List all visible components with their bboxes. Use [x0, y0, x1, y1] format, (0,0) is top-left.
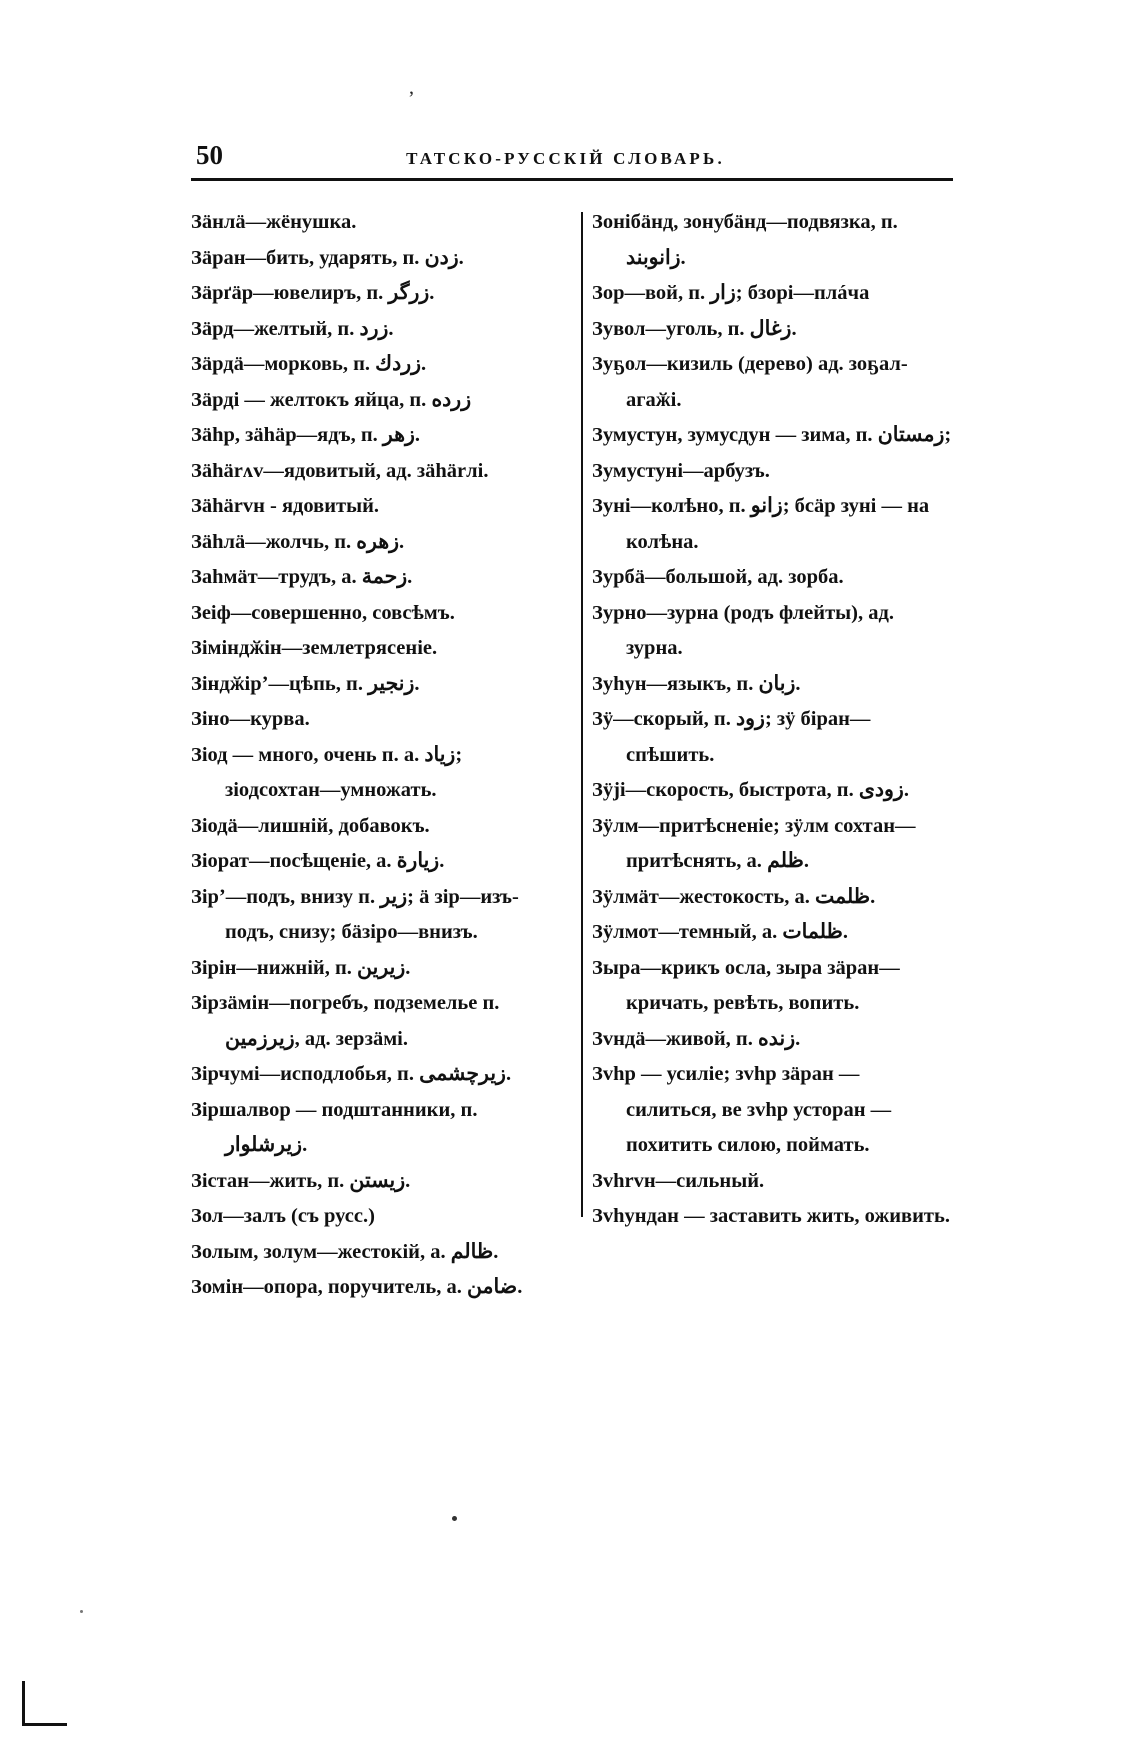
dictionary-entry: Зvһр — усиліе; зvһр зäран — силиться, ве зvһр усторан — похитить силою, поймать.	[592, 1063, 892, 1156]
dictionary-entry: Зол—залъ (съ русс.)	[191, 1205, 375, 1227]
dictionary-entry: Зыра—крикъ осла, зыра зäран—кричать, ревѣть, вопить.	[592, 956, 900, 1014]
dictionary-entry: Зӱлмот—темный, а. ظلمات.	[592, 921, 848, 943]
dictionary-entry: Зäрді — желтокъ яйца, п. زرده	[191, 388, 472, 411]
dictionary-entry: Зäһärvн - ядовитый.	[191, 495, 380, 517]
dictionary-entry: Зіршалвор — подштанники, п. زيرشلوار.	[191, 1098, 478, 1156]
dictionary-entry: Зірін—нижній, п. زيرين.	[191, 956, 411, 979]
dictionary-entry: Зор—вой, п. زار; бзорі—плáча	[592, 282, 870, 304]
dictionary-entry: Зvндä—живой, п. زنده.	[592, 1027, 801, 1050]
dictionary-entry: Зіно—курва.	[191, 708, 310, 730]
dictionary-entry: Зäһärʌv—ядовитый, ад. зäһärлі.	[191, 459, 489, 482]
dictionary-entry: Зіод — много, очень п. а. زياد; зіодсохтан—умножать.	[191, 743, 463, 801]
dictionary-entry: Зумустун, зумусдун — зима, п. زمستان;	[592, 424, 952, 446]
page-number: 50	[196, 140, 223, 170]
dictionary-entry: Зуҕол—кизиль (дерево) ад. зоҕал-агаӂі.	[592, 353, 908, 411]
dictionary-entry: Зурбä—большой, ад. зорба.	[592, 566, 844, 588]
page-header	[196, 140, 948, 171]
dictionary-entry: Зіміндӂін—землетрясеніе.	[191, 637, 438, 659]
dictionary-entry: Зіндӂірʼ—цѣпь, п. زنجير.	[191, 672, 420, 695]
dictionary-entry: Зäнлä—жёнушка.	[191, 211, 357, 233]
dictionary-entry: Зонібäнд, зонубäнд—подвязка, п. زانوبند.	[592, 211, 898, 269]
dictionary-entry: Зіодä—лишній, добавокъ.	[191, 814, 430, 837]
left-column	[191, 205, 566, 1306]
dictionary-entry: Зірʼ—подъ, внизу п. زير; ä зір—изъ-подъ, снизу; бäзіро—внизъ.	[191, 885, 519, 943]
right-column	[566, 205, 953, 1306]
dictionary-entry: Зaһмäт—трудъ, а. زحمة.	[191, 566, 413, 588]
dictionary-entry: Зуһун—языкъ, п. زبان.	[592, 672, 801, 695]
dictionary-entry: Зумустуні—арбузъ.	[592, 459, 770, 482]
page-tick-mark: ʼ	[408, 88, 415, 110]
page-speck	[80, 1610, 83, 1613]
dictionary-entry: Зäһр, зäһäр—ядъ, п. زهر.	[191, 424, 421, 446]
text-columns	[191, 205, 953, 1306]
dictionary-entry: Зӱјі—скорость, быстрота, п. زودى.	[592, 779, 909, 801]
header-rule	[191, 178, 953, 181]
dictionary-entry: Зvһундан — заставить жить, оживить.	[592, 1205, 950, 1227]
dictionary-entry: Зäрдä—морковь, п. زردك.	[191, 353, 427, 375]
dictionary-entry: Зӱ—скорый, п. زود; зӱ біран—спѣшить.	[592, 708, 871, 766]
dictionary-entry: Зäран—бить, ударять, п. زدن.	[191, 246, 464, 269]
dictionary-entry: Зӱлм—притѣсненіе; зӱлм сохтан—притѣснять, а. ظلم.	[592, 814, 916, 872]
dictionary-entry: Зеіф—совершенно, совсѣмъ.	[191, 601, 455, 624]
dictionary-entry: Зувол—уголь, п. زغال.	[592, 317, 797, 340]
dictionary-entry: Зомін—опора, поручитель, а. ضامن.	[191, 1276, 523, 1298]
dictionary-entry: Золым, золум—жестокій, а. ظالم.	[191, 1240, 499, 1263]
running-title: ТАТСКО-РУССКІЙ СЛОВАРЬ.	[406, 149, 725, 168]
dictionary-entry: Зäрд—желтый, п. زرد.	[191, 317, 394, 340]
dictionary-entry: Зäрґäр—ювелиръ, п. زرگر.	[191, 282, 435, 304]
dictionary-entry: Зірзäмін—погребъ, подземелье п. زيرزمين, ад. зерзäмі.	[191, 992, 500, 1050]
dictionary-entry: Зуні—колѣно, п. زانو; бсäр зуні — на колѣна.	[592, 495, 930, 553]
dictionary-entry: Зіорат—посѣщеніе, а. زيارة.	[191, 850, 445, 872]
page-speck	[452, 1516, 457, 1521]
dictionary-entry: Зӱлмäт—жестокость, а. ظلمت.	[592, 885, 876, 908]
dictionary-entry: Зурно—зурна (родъ флейты), ад. зурна.	[592, 601, 894, 659]
dictionary-entry: Зістан—жить, п. زيستن.	[191, 1169, 411, 1192]
dictionary-entry: Зäһлä—жолчь, п. زهره.	[191, 530, 405, 553]
dictionary-entry: Зірчумі—исподлобья, п. زيرچشمى.	[191, 1063, 512, 1085]
dictionary-entry: Зvһrvн—сильный.	[592, 1169, 765, 1192]
page-corner-mark	[22, 1681, 67, 1726]
